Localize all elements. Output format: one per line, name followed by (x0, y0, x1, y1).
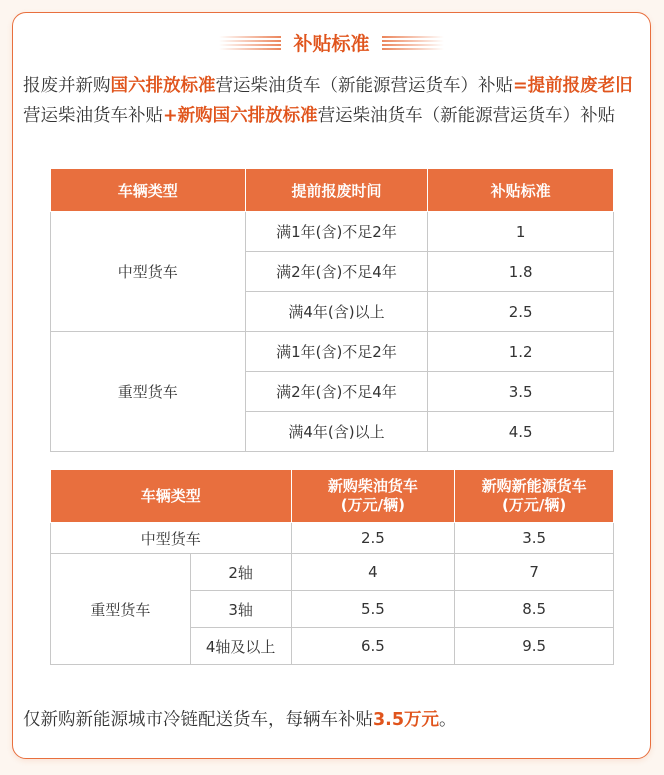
intro-text-4: 营运柴油货车（新能源营运货车）补贴 (317, 106, 616, 126)
table-row (51, 523, 614, 554)
header-vehicle-type: 车辆类型 (51, 169, 246, 212)
title-row (13, 29, 650, 56)
header-new-diesel-unit: (万元/辆) (340, 496, 405, 514)
subsidy-card (12, 12, 651, 759)
scrap-time-cell: 满4年(含)以上 (245, 292, 428, 332)
scrap-subsidy-table (50, 168, 614, 452)
scrap-time-cell: 满1年(含)不足2年 (245, 212, 428, 252)
scrap-time-cell: 满4年(含)以上 (245, 412, 428, 452)
table-header-row (51, 470, 614, 523)
subsidy-value-cell: 2.5 (428, 292, 614, 332)
table-row (51, 332, 614, 372)
header-scrap-time: 提前报废时间 (245, 169, 428, 212)
table-row (51, 554, 614, 591)
subsidy-value-cell: 4.5 (428, 412, 614, 452)
ev-subsidy-cell: 9.5 (455, 628, 614, 665)
intro-highlight-2: =提前报废老旧 (513, 76, 633, 96)
vehicle-type-cell: 重型货车 (51, 332, 246, 452)
header-new-diesel-line1: 新购柴油货车 (327, 477, 418, 495)
intro-highlight-1: 国六排放标准 (110, 76, 216, 96)
vehicle-type-cell: 中型货车 (51, 523, 292, 554)
header-new-ev-unit: (万元/辆) (502, 496, 567, 514)
subsidy-value-cell: 1.2 (428, 332, 614, 372)
subsidy-value-cell: 1 (428, 212, 614, 252)
header-vehicle-type: 车辆类型 (51, 470, 292, 523)
axle-cell: 2轴 (190, 554, 291, 591)
intro-text-2: 营运柴油货车（新能源营运货车）补贴 (215, 76, 513, 96)
ev-subsidy-cell: 8.5 (455, 591, 614, 628)
ev-subsidy-cell: 7 (455, 554, 614, 591)
scrap-time-cell: 满1年(含)不足2年 (245, 332, 428, 372)
note-end: 。 (439, 710, 457, 730)
table-header-row (51, 169, 614, 212)
title-decoration-right (382, 36, 444, 50)
diesel-subsidy-cell: 5.5 (291, 591, 455, 628)
table-row (51, 212, 614, 252)
scrap-time-cell: 满2年(含)不足4年 (245, 372, 428, 412)
intro-text-1: 报废并新购 (23, 76, 111, 96)
header-subsidy-standard: 补贴标准 (428, 169, 614, 212)
header-new-ev (455, 470, 614, 523)
note-text: 仅新购新能源城市冷链配送货车，每辆车补贴 (23, 710, 373, 730)
vehicle-type-cell: 重型货车 (51, 554, 191, 665)
cold-chain-note (23, 705, 639, 735)
scrap-time-cell: 满2年(含)不足4年 (245, 252, 428, 292)
axle-cell: 4轴及以上 (190, 628, 291, 665)
subsidy-value-cell: 3.5 (428, 372, 614, 412)
intro-highlight-3: +新购国六排放标准 (163, 106, 318, 126)
axle-cell: 3轴 (190, 591, 291, 628)
diesel-subsidy-cell: 2.5 (291, 523, 455, 554)
header-new-diesel (291, 470, 455, 523)
page-title: 补贴标准 (293, 33, 370, 55)
diesel-subsidy-cell: 6.5 (291, 628, 455, 665)
subsidy-value-cell: 1.8 (428, 252, 614, 292)
header-new-ev-line1: 新购新能源货车 (481, 477, 587, 495)
intro-text-3: 营运柴油货车补贴 (23, 106, 163, 126)
note-amount: 3.5万元 (373, 710, 440, 730)
new-purchase-subsidy-table (50, 469, 614, 665)
vehicle-type-cell: 中型货车 (51, 212, 246, 332)
intro-paragraph (23, 71, 639, 131)
diesel-subsidy-cell: 4 (291, 554, 455, 591)
title-decoration-left (219, 36, 281, 50)
ev-subsidy-cell: 3.5 (455, 523, 614, 554)
